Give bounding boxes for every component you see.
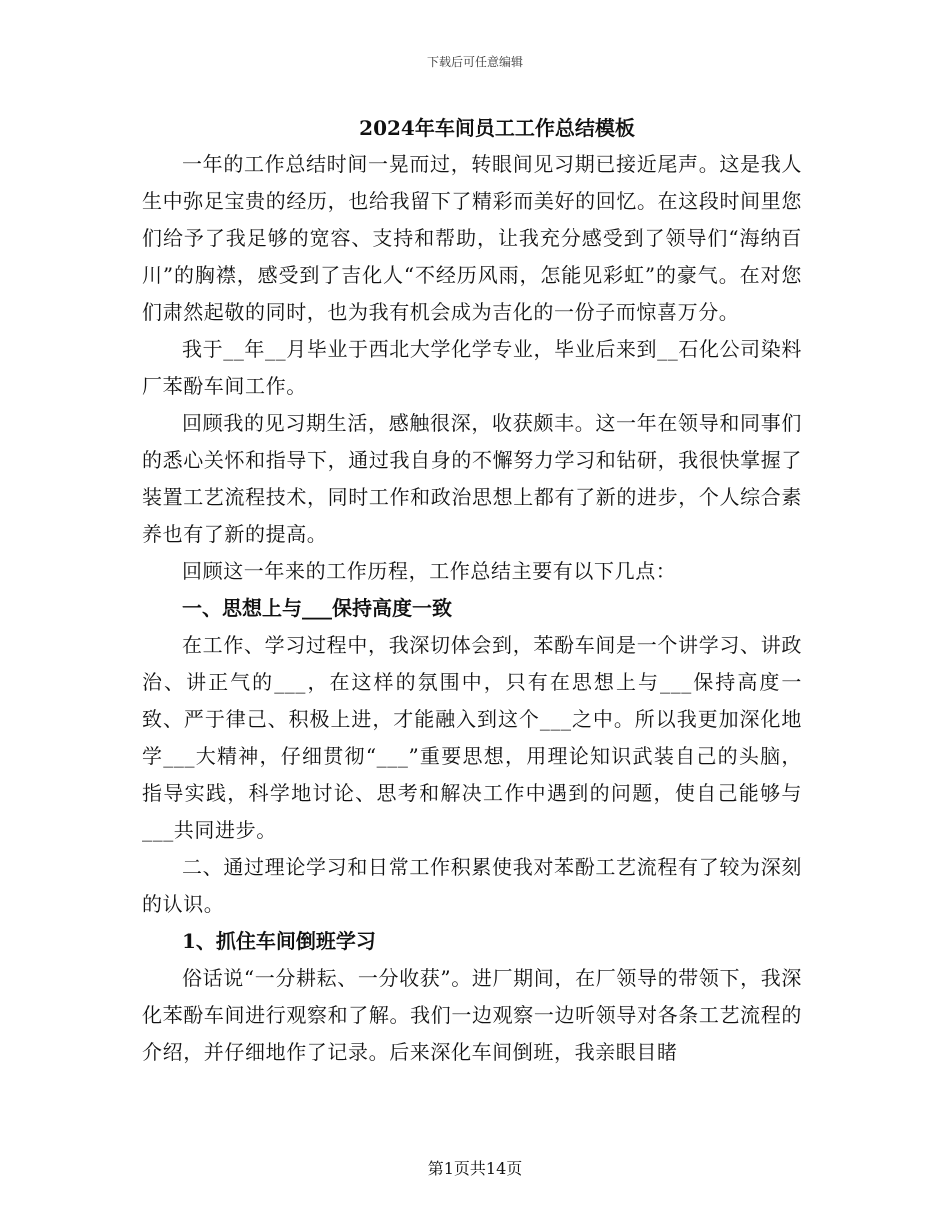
paragraph: 俗话说“一分耕耘、一分收获”。进厂期间，在厂领导的带领下，我深化苯酚车间进行观察和了解。我们一边观察一边听领导对各条工艺流程的介绍，并仔细地作了记录。后来深化车间倒班，我亲眼目睹	[142, 966, 802, 1064]
paragraph: 回顾这一年来的工作历程，工作总结主要有以下几点：	[182, 559, 677, 583]
document-title: 2024年车间员工工作总结模板	[359, 116, 635, 140]
section-heading: 1、抓住车间倒班学习	[182, 929, 376, 953]
paragraph: 在工作、学习过程中，我深切体会到，苯酚车间是一个讲学习、讲政治、讲正气的___，在这样的氛围中，只有在思想上与___保持高度一致、严于律己、积极上进，才能融入到这个___之中。所以我更加深化地学___大精神，仔细贯彻“___”重要思想，用理论知识武装自己的头脑，指导实践，科学地讨论、思考和解决工作中遇到的问题，使自己能够与___共同进步。	[142, 633, 802, 842]
paragraph: 二、通过理论学习和日常工作积累使我对苯酚工艺流程有了较为深刻的认识。	[142, 855, 802, 916]
page-header-note: 下载后可任意编辑	[426, 55, 523, 69]
paragraph: 我于__年__月毕业于西北大学化学专业，毕业后来到__石化公司染料厂苯酚车间工作。	[142, 337, 802, 398]
document-body	[142, 112, 802, 1071]
page-number: 第1页共14页	[427, 1159, 523, 1178]
paragraph: 回顾我的见习期生活，感触很深，收获颇丰。这一年在领导和同事们的悉心关怀和指导下，通过我自身的不懈努力学习和钻研，我很快掌握了装置工艺流程技术，同时工作和政治思想上都有了新的进步，个人综合素养也有了新的提高。	[142, 411, 802, 546]
section-heading: 一、思想上与___保持高度一致	[182, 596, 452, 620]
paragraph: 一年的工作总结时间一晃而过，转眼间见习期已接近尾声。这是我人生中弥足宝贵的经历，也给我留下了精彩而美好的回忆。在这段时间里您们给予了我足够的宽容、支持和帮助，让我充分感受到了领导们“海纳百川”的胸襟，感受到了吉化人“不经历风雨，怎能见彩虹”的豪气。在对您们肃然起敬的同时，也为我有机会成为吉化的一份子而惊喜万分。	[142, 152, 802, 324]
